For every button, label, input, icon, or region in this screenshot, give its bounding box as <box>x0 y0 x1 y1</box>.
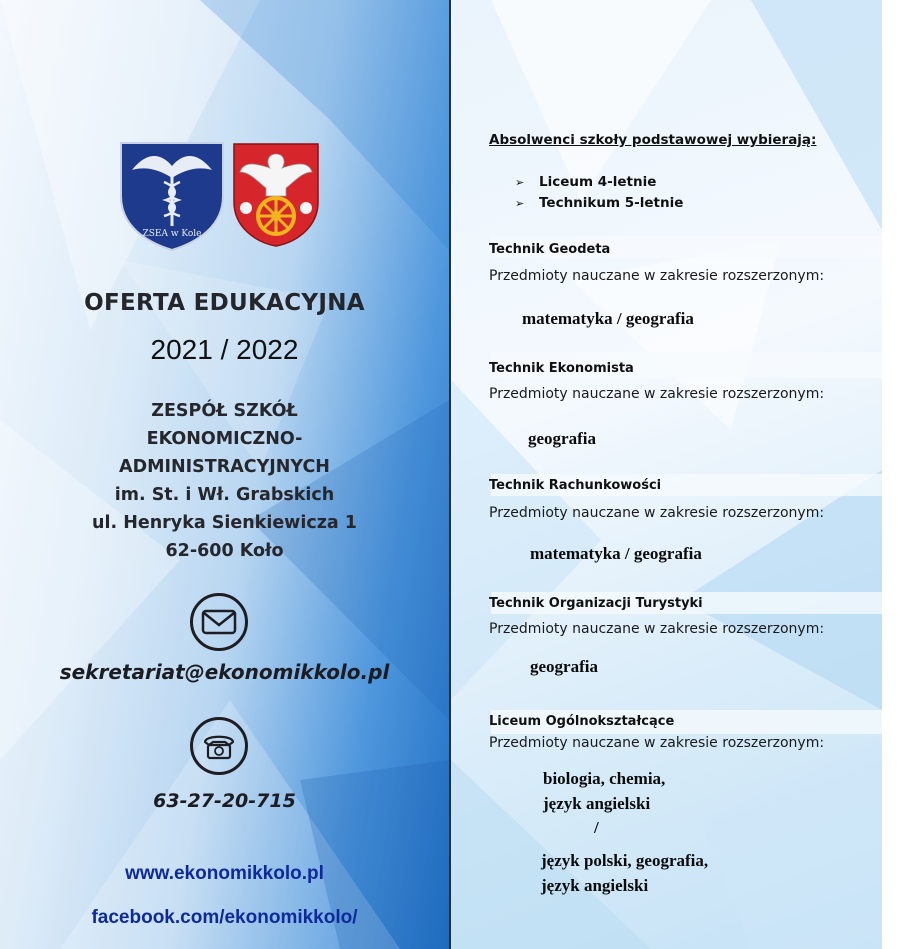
school-type-label: Technikum 5-letnie <box>539 195 684 211</box>
offer-title: OFERTA EDUKACYJNA <box>84 290 365 316</box>
logo-group <box>118 140 323 252</box>
profile-subjects: geografia <box>530 657 598 676</box>
choice-heading: Absolwenci szkoły podstawowej wybierają: <box>489 132 817 148</box>
school-line: ul. Henryka Sienkiewicza 1 <box>92 513 357 533</box>
school-year: 2021 / 2022 <box>150 334 299 365</box>
facebook-link[interactable]: facebook.com/ekonomikkolo/ <box>91 907 358 928</box>
profile-subjects: matematyka / geografia <box>530 544 702 563</box>
envelope-icon <box>190 593 248 651</box>
school-address-block <box>0 397 449 565</box>
zsea-logo-text: ZSEA w Kole <box>142 229 202 239</box>
arrow-bullet-icon: ➢ <box>515 176 525 189</box>
profile-subtitle: Przedmioty nauczane w zakresie rozszerzonym: <box>489 386 825 402</box>
school-line: ADMINISTRACYJNYCH <box>119 457 330 477</box>
list-item <box>515 172 683 193</box>
profile-subjects: biologia, chemia, <box>543 769 666 788</box>
phone-number[interactable]: 63-27-20-715 <box>153 790 296 812</box>
school-type-label: Liceum 4-letnie <box>539 174 657 190</box>
profile-subtitle: Przedmioty nauczane w zakresie rozszerzonym: <box>489 735 825 751</box>
list-item <box>515 193 683 214</box>
zsea-shield-icon <box>118 140 226 252</box>
school-line: EKONOMICZNO- <box>146 429 303 449</box>
profile-title: Technik Ekonomista <box>489 361 634 376</box>
left-panel <box>0 0 449 949</box>
email-link[interactable]: sekretariat@ekonomikkolo.pl <box>59 660 390 684</box>
profile-subjects: język polski, geografia, <box>541 851 709 870</box>
profile-subtitle: Przedmioty nauczane w zakresie rozszerzonym: <box>489 621 825 637</box>
profile-subtitle: Przedmioty nauczane w zakresie rozszerzonym: <box>489 268 825 284</box>
coat-of-arms-icon <box>232 142 320 248</box>
profile-title: Technik Rachunkowości <box>489 478 662 493</box>
profile-subjects: język angielski <box>543 794 651 813</box>
school-line: 62-600 Koło <box>165 541 284 561</box>
profile-subjects-separator: / <box>594 818 599 837</box>
school-line: ZESPÓŁ SZKÓŁ <box>151 401 298 421</box>
profile-title: Technik Geodeta <box>489 242 611 257</box>
profile-title: Liceum Ogólnokształcące <box>489 714 675 729</box>
profile-subjects: matematyka / geografia <box>522 309 694 328</box>
right-edge-margin <box>882 0 900 949</box>
school-line: im. St. i Wł. Grabskich <box>114 485 335 505</box>
telephone-icon <box>190 717 248 775</box>
profile-subtitle: Przedmioty nauczane w zakresie rozszerzonym: <box>489 505 825 521</box>
school-type-list <box>515 172 683 214</box>
profile-title: Technik Organizacji Turystyki <box>489 596 703 611</box>
website-link[interactable]: www.ekonomikkolo.pl <box>125 863 324 884</box>
arrow-bullet-icon: ➢ <box>515 197 525 210</box>
profile-subjects: geografia <box>528 429 596 448</box>
profile-subjects: język angielski <box>541 876 649 895</box>
